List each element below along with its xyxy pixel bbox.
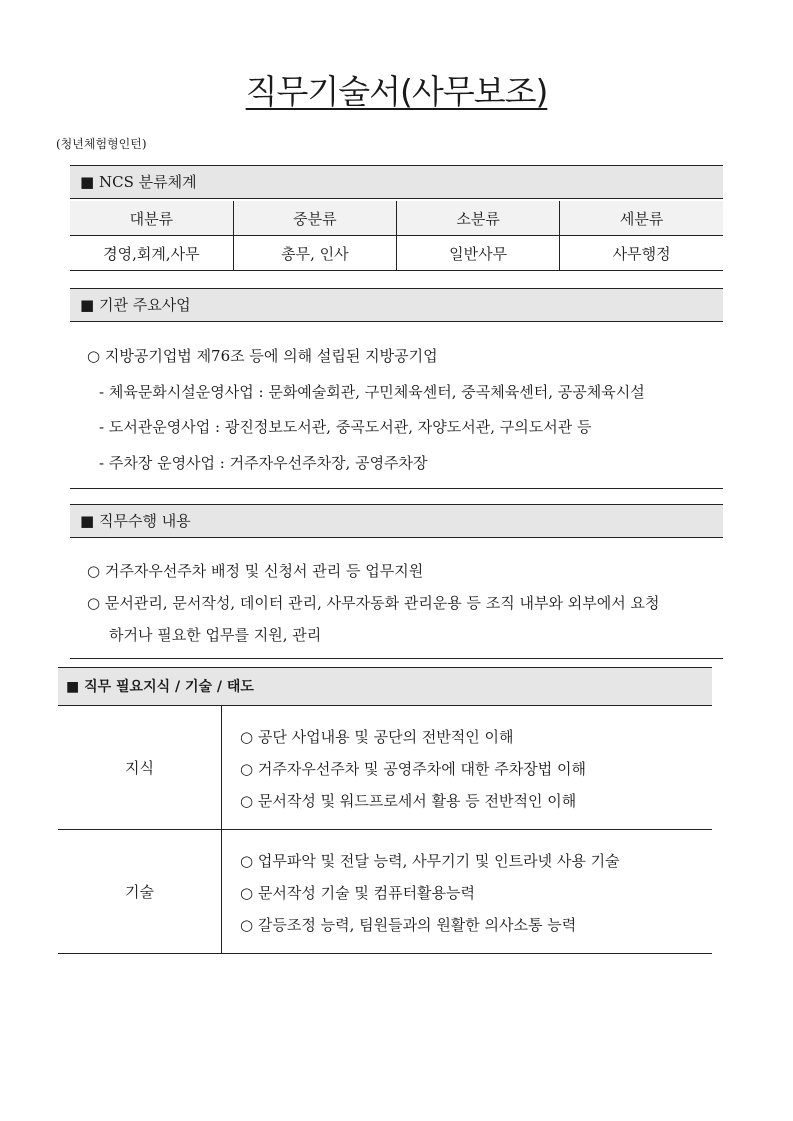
business-lead: ○ 지방공기업법 제76조 등에 의해 설립된 지방공기업 xyxy=(87,347,438,365)
ncs-col-detail: 세분류 xyxy=(560,201,723,236)
ksa-section-title: 직무 필요지식 / 기술 / 태도 xyxy=(84,679,254,695)
list-item: ○ 공단 사업내용 및 공단의 전반적인 이해 xyxy=(240,727,514,746)
list-item-continuation: 하거나 필요한 업무를 지원, 관리 xyxy=(109,626,322,644)
business-section-header xyxy=(70,288,723,322)
ncs-section-header xyxy=(70,165,723,199)
list-item: ○ 갈등조정 능력, 팀원들과의 원활한 의사소통 능력 xyxy=(240,915,577,934)
table-row xyxy=(70,236,723,271)
ncs-value-major: 경영,회계,사무 xyxy=(70,236,233,271)
list-item: ○ 문서작성 및 워드프로세서 활용 등 전반적인 이해 xyxy=(240,791,577,810)
business-section-title: 기관 주요사업 xyxy=(98,296,191,314)
ncs-col-minor: 소분류 xyxy=(397,201,560,236)
list-item: ○ 거주자우선주차 배정 및 신청서 관리 등 업무지원 xyxy=(87,562,424,580)
list-item: - 도서관운영사업 : 광진정보도서관, 중곡도서관, 자양도서관, 구의도서관 등 xyxy=(99,418,592,436)
knowledge-label: 지식 xyxy=(58,706,222,830)
ksa-section-header xyxy=(58,667,712,706)
table-row xyxy=(58,830,712,954)
list-item: ○ 문서작성 기술 및 컴퓨터활용능력 xyxy=(240,883,476,902)
list-item: ○ 거주자우선주차 및 공영주차에 대한 주차장법 이해 xyxy=(240,759,586,778)
square-bullet-icon: ■ xyxy=(80,512,95,530)
table-row xyxy=(58,706,712,830)
duties-section-title: 직무수행 내용 xyxy=(98,512,191,530)
skill-items xyxy=(222,830,713,954)
ksa-table xyxy=(58,706,712,954)
ncs-value-detail: 사무행정 xyxy=(560,236,723,271)
square-bullet-icon: ■ xyxy=(80,296,95,314)
divider xyxy=(70,658,723,659)
ncs-classification-table xyxy=(70,201,723,271)
divider xyxy=(70,488,723,489)
ncs-col-major: 대분류 xyxy=(70,201,233,236)
list-item: ○ 문서관리, 문서작성, 데이터 관리, 사무자동화 관리운용 등 조직 내부와 외부에서 요청 xyxy=(87,594,660,612)
square-bullet-icon: ■ xyxy=(80,173,95,191)
list-item: - 주차장 운영사업 : 거주자우선주차장, 공영주차장 xyxy=(99,454,428,472)
list-item: - 체육문화시설운영사업 : 문화예술회관, 구민체육센터, 중곡체육센터, 공공체육시설 xyxy=(99,383,645,401)
document-subtitle: (청년체험형인턴) xyxy=(56,137,147,151)
list-item: ○ 업무파악 및 전달 능력, 사무기기 및 인트라넷 사용 기술 xyxy=(240,851,620,870)
ncs-value-minor: 일반사무 xyxy=(397,236,560,271)
document-title: 직무기술서(사무보조) xyxy=(245,72,548,111)
ncs-section-title: NCS 분류체계 xyxy=(98,173,197,191)
table-header-row xyxy=(70,201,723,236)
skill-label: 기술 xyxy=(58,830,222,954)
ncs-value-middle: 총무, 인사 xyxy=(233,236,396,271)
ncs-col-middle: 중분류 xyxy=(233,201,396,236)
duties-section-header xyxy=(70,504,723,538)
knowledge-items xyxy=(222,706,713,830)
square-bullet-icon: ■ xyxy=(66,679,80,695)
